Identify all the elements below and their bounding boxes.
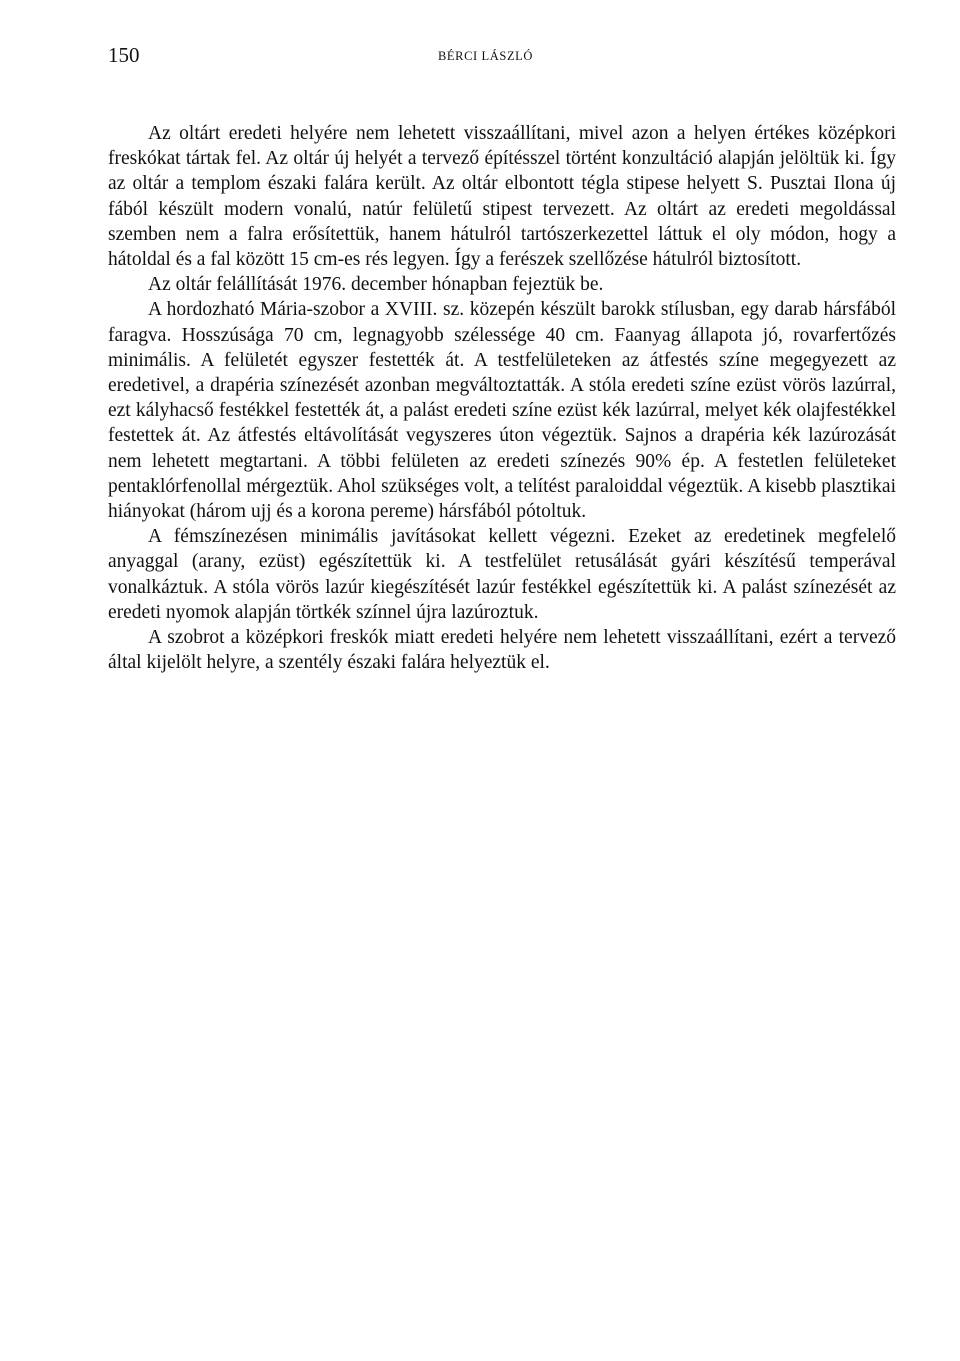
running-head-author: BÉRCI LÁSZLÓ xyxy=(438,49,534,63)
page-number: 150 xyxy=(108,43,140,67)
page-header xyxy=(108,40,888,74)
body-text xyxy=(108,121,896,675)
paragraph-altar-completion: Az oltár felállítását 1976. december hónapban fejeztük be. xyxy=(148,274,604,296)
paragraph-mary-statue: A hordozható Mária-szobor a XVIII. sz. közepén készült barokk stílusban, egy darab hársfából faragva. Hosszúsága 70 cm, legnagyobb szélessége 40 cm. Faanyag állapota jó, rovarfertőzés minimális. A felületét egyszer festették át. A testfelületeken az átfestés színe megegyezett az eredetivel, a drapéria színezését azonban megváltoztatták. A stóla eredeti színe ezüst vörös lazúrral, ezt kályhacső festékkel festették át, a palást eredeti színe ezüst kék lazúrral, melyet kék olajfestékkel festettek át. Az átfestés eltávolítását vegyszeres úton végeztük. Sajnos a drapéria kék lazúrozását nem lehetett megtartani. A többi felületen az eredeti színezés 90% ép. A festetlen felületeket pentaklórfenollal mérgeztük. Ahol szükséges volt, a telítést paraloiddal végeztük. A kisebb plasztikai hiányokat (három ujj és a korona pereme) hársfából pótoltuk. xyxy=(108,299,896,523)
paragraph-statue-placement: A szobrot a középkori freskók miatt eredeti helyére nem lehetett visszaállítani, ezért a tervező által kijelölt helyre, a szentély északi falára helyeztük el. xyxy=(108,627,896,674)
paragraph-metal-coloring: A fémszínezésen minimális javításokat kellett végezni. Ezeket az eredetinek megfelelő anyaggal (arany, ezüst) egészítettük ki. A testfelület retusálását gyári készítésű temperával vonalkáztuk. A stóla vörös lazúr kiegészítését lazúr festékkel egészítettük ki. A palást színezését az eredeti nyomok alapján törtkék színnel újra lazúroztuk. xyxy=(108,526,896,623)
paragraph-altar-relocation: Az oltárt eredeti helyére nem lehetett visszaállítani, mivel azon a helyen értékes középkori freskókat tártak fel. Az oltár új helyét a tervező építésszel történt konzultáció alapján jelöltük ki. Így az oltár a templom északi falára került. Az oltár elbontott tégla stipese helyett S. Pusztai Ilona új fából készült modern vonalú, natúr felületű stipest tervezett. Az oltárt az eredeti megoldással szemben nem a falra erősítettük, hanem hátulról tartószerkezettel láttuk el oly módon, hogy a hátoldal és a fal között 15 cm-es rés legyen. Így a ferészek szellőzése hátulról biztosított. xyxy=(108,123,896,271)
